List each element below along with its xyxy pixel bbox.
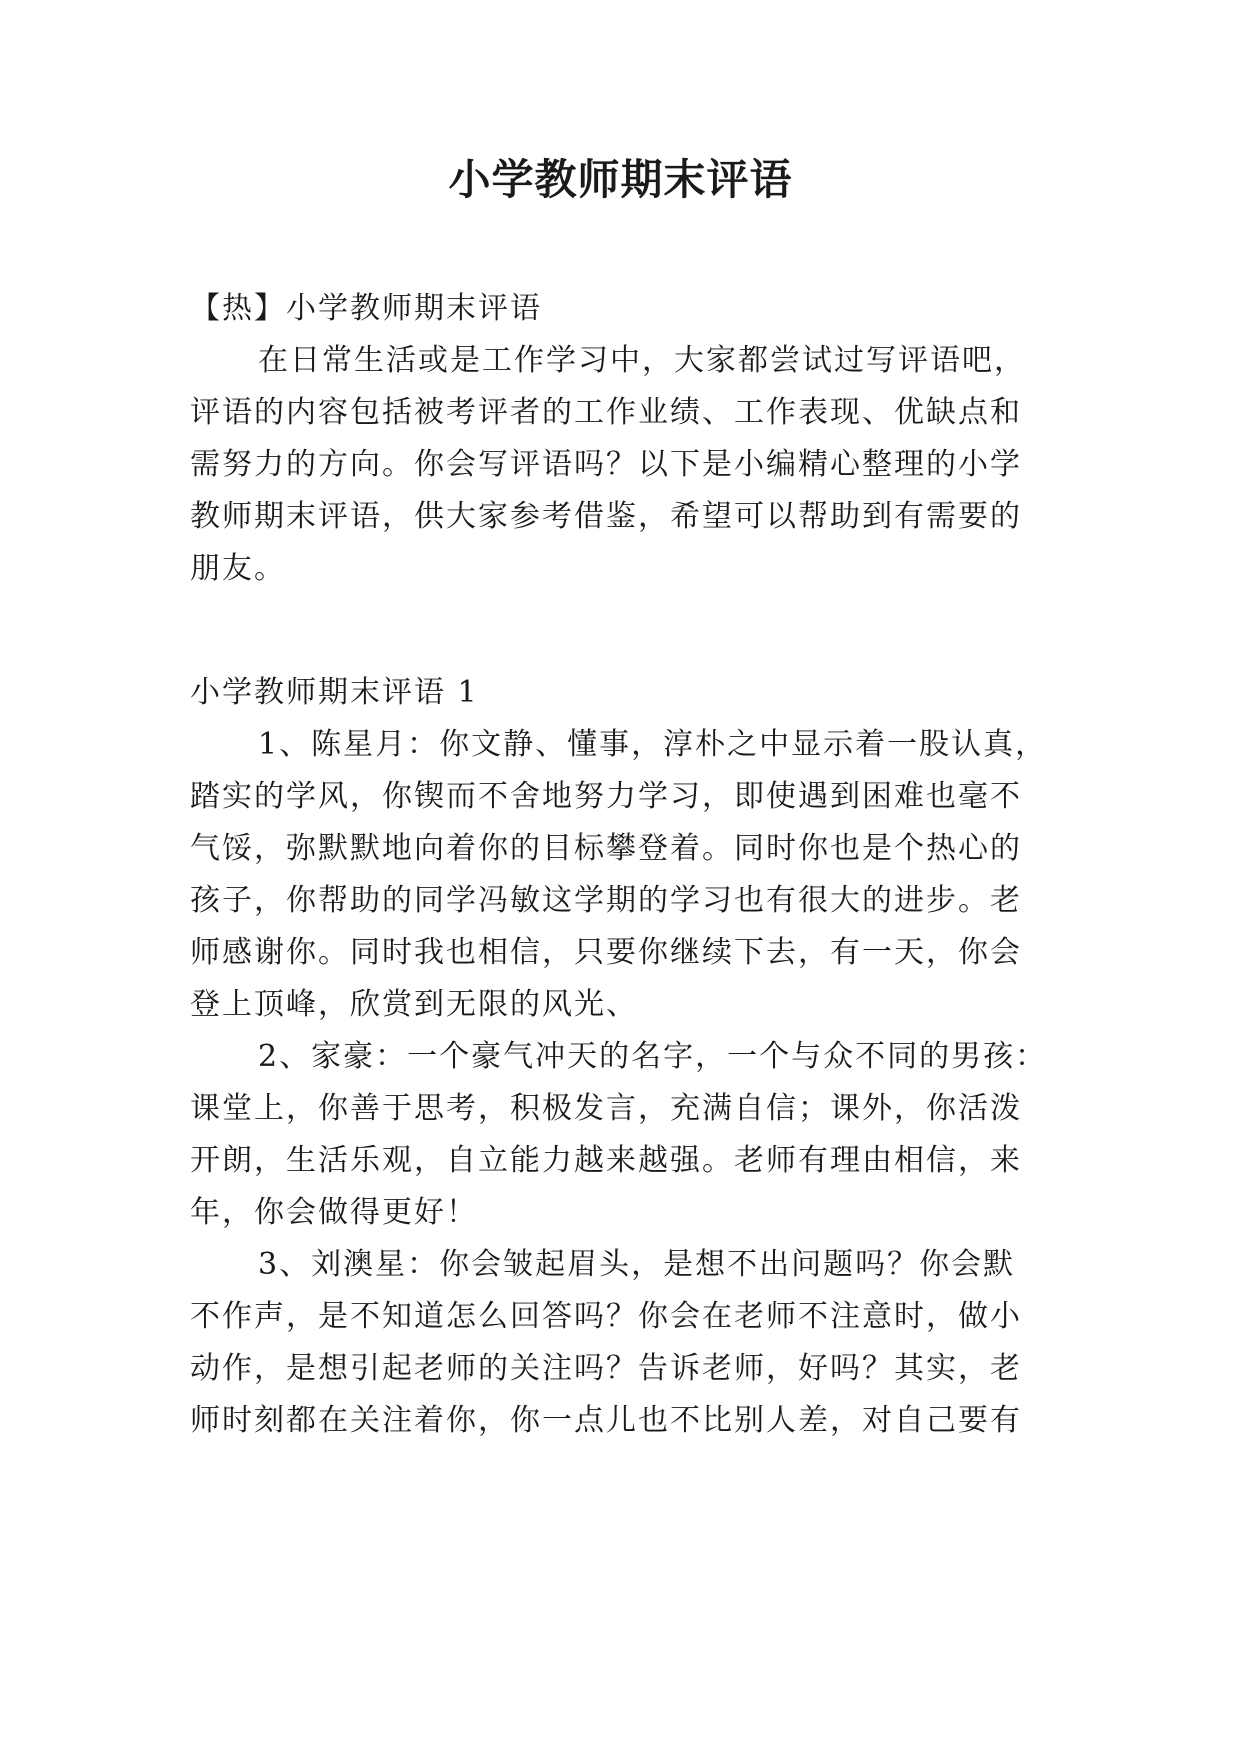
- comment-line: 师时刻都在关注着你，你一点儿也不比别人差，对自己要有: [190, 1403, 1022, 1438]
- paragraph-gap: [190, 595, 1070, 667]
- comment-line: 师感谢你。同时我也相信，只要你继续下去，有一天，你会: [190, 935, 1022, 970]
- document-subtitle: 【热】小学教师期末评语: [190, 291, 542, 326]
- comment-line: 课堂上，你善于思考，积极发言，充满自信；课外，你活泼: [190, 1091, 1022, 1126]
- comment-line: 孩子，你帮助的同学冯敏这学期的学习也有很大的进步。老: [190, 883, 1022, 918]
- comment-line: 踏实的学风，你锲而不舍地努力学习，即使遇到困难也毫不: [190, 779, 1022, 814]
- comment-line: 2、家豪：一个豪气冲天的名字，一个与众不同的男孩：: [258, 1039, 1048, 1074]
- comment-line: 开朗，生活乐观，自立能力越来越强。老师有理由相信，来: [190, 1143, 1022, 1178]
- comment-line: 动作，是想引起老师的关注吗？告诉老师，好吗？其实，老: [190, 1351, 1022, 1386]
- intro-line: 朋友。: [190, 551, 286, 586]
- intro-line: 评语的内容包括被考评者的工作业绩、工作表现、优缺点和: [190, 395, 1022, 430]
- comment-line: 登上顶峰，欣赏到无限的风光、: [190, 987, 638, 1022]
- intro-line: 需努力的方向。你会写评语吗？以下是小编精心整理的小学: [190, 447, 1022, 482]
- comment-line: 气馁，弥默默地向着你的目标攀登着。同时你也是个热心的: [190, 831, 1022, 866]
- document-title: 小学教师期末评语: [448, 155, 793, 204]
- intro-line: 在日常生活或是工作学习中，大家都尝试过写评语吧，: [258, 343, 1026, 378]
- comment-line: 1、陈星月：你文静、懂事，淳朴之中显示着一股认真，: [258, 727, 1048, 762]
- comment-line: 年，你会做得更好！: [190, 1195, 478, 1230]
- comment-line: 3、刘澳星：你会皱起眉头，是想不出问题吗？你会默: [258, 1247, 1016, 1282]
- document-body: [190, 283, 1070, 1447]
- section-heading: 小学教师期末评语 1: [190, 675, 479, 710]
- comment-line: 不作声，是不知道怎么回答吗？你会在老师不注意时，做小: [190, 1299, 1022, 1334]
- intro-line: 教师期末评语，供大家参考借鉴，希望可以帮助到有需要的: [190, 499, 1022, 534]
